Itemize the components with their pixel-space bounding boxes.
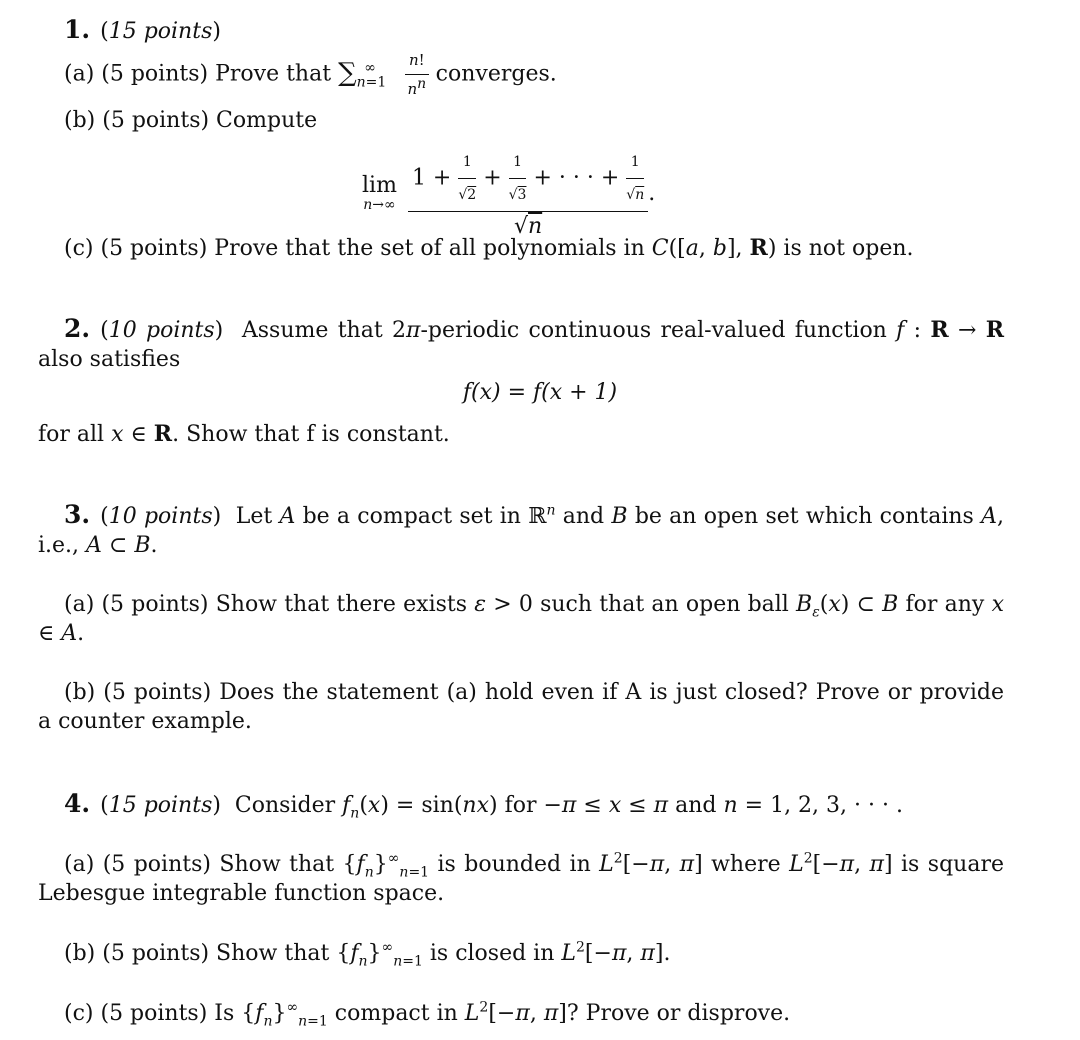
problem-1a-tail: converges. xyxy=(435,61,557,87)
problem-4-points: 15 points xyxy=(108,793,213,818)
problem-3-intro: 3. (10 points) Let A be a compact set in ℝ$^n$ and B be an open set which contains A, i.e., A ⊂ B. xyxy=(38,500,1004,558)
problem-1-number: 1. xyxy=(64,15,91,44)
problem-4c-text: (c) (5 points) Is xyxy=(64,1001,235,1026)
problem-4-intro: 4. (15 points) Consider $f_n(x) = \sin(nx)$ for −π ≤ x ≤ π and n = 1, 2, 3, · · · . xyxy=(64,789,903,822)
problem-1c-text: (c) (5 points) Prove that the set of all polynomials in xyxy=(64,236,645,261)
problem-3a-text: (a) (5 points) Show that there exists xyxy=(64,592,468,617)
problem-3-points: 10 points xyxy=(108,504,213,529)
problem-3a: (a) (5 points) Show that there exists ε > 0 such that an open ball $B_\varepsilon(x)$ ⊂ B for any x ∈ A. xyxy=(38,592,1004,646)
problem-4a: (a) (5 points) Show that $\{f_n\}^\infty_{n=1}$ is bounded in $L^2[-\pi$, π] where $L^2[-\pi$, π] is square Lebesgue integrable function space. xyxy=(38,850,1004,906)
problem-1c: (c) (5 points) Prove that the set of all polynomials in C([a, b], R) is not open. xyxy=(64,235,914,261)
problem-3b-text: (b) (5 points) Does the statement (a) hold even if A is just closed? Prove or provide a counter example. xyxy=(38,680,1004,734)
problem-1a xyxy=(64,46,557,103)
problem-4b: (b) (5 points) Show that $\{f_n\}^\infty_{n=1}$ is closed in $L^2[-\pi$, π]. xyxy=(64,939,671,970)
problem-1-header: 1. (15 points) xyxy=(64,15,221,44)
problem-2-intro: 2. (10 points) Assume that 2π-periodic continuous real-valued function f : R → R also satisfies xyxy=(38,314,1005,372)
problem-2-closing-text: Show that f is constant. xyxy=(186,422,450,447)
problem-2-points: 10 points xyxy=(108,318,215,343)
limit-expression: lim n→∞ 1 + $\frac{1}{√2}$ + $\frac{1}{√3}$ + · · · + $\frac{1}{√n}$ √n . xyxy=(362,146,655,242)
problem-2-number: 2. xyxy=(64,314,91,343)
problem-2-closing: for all x ∈ R. Show that f is constant. xyxy=(38,421,450,447)
problem-1-points: 15 points xyxy=(108,19,213,44)
problem-1b-text: (b) (5 points) Compute xyxy=(64,108,318,133)
problem-3-number: 3. xyxy=(64,500,91,529)
problem-4c-tail: Prove or disprove. xyxy=(585,1001,791,1026)
series-expression: $\sum_{n=1}^\infty$ $\frac{n!}{n^n}$ xyxy=(338,62,436,87)
problem-4c: (c) (5 points) Is $\{f_n\}^\infty_{n=1}$ compact in $L^2[-\pi$, π]? Prove or disprove. xyxy=(64,999,791,1030)
problem-2-intro-tail: also satisfies xyxy=(38,347,181,372)
problem-1a-text: (a) (5 points) Prove that xyxy=(64,61,332,87)
problem-4a-text: (a) (5 points) Show that xyxy=(64,852,335,877)
problem-2-equation: f(x) = f(x + 1) xyxy=(462,380,618,405)
problem-4-number: 4. xyxy=(64,789,91,818)
problem-4a-tail: Lebesgue integrable function space. xyxy=(38,881,445,906)
problem-4b-text: (b) (5 points) Show that xyxy=(64,941,330,966)
